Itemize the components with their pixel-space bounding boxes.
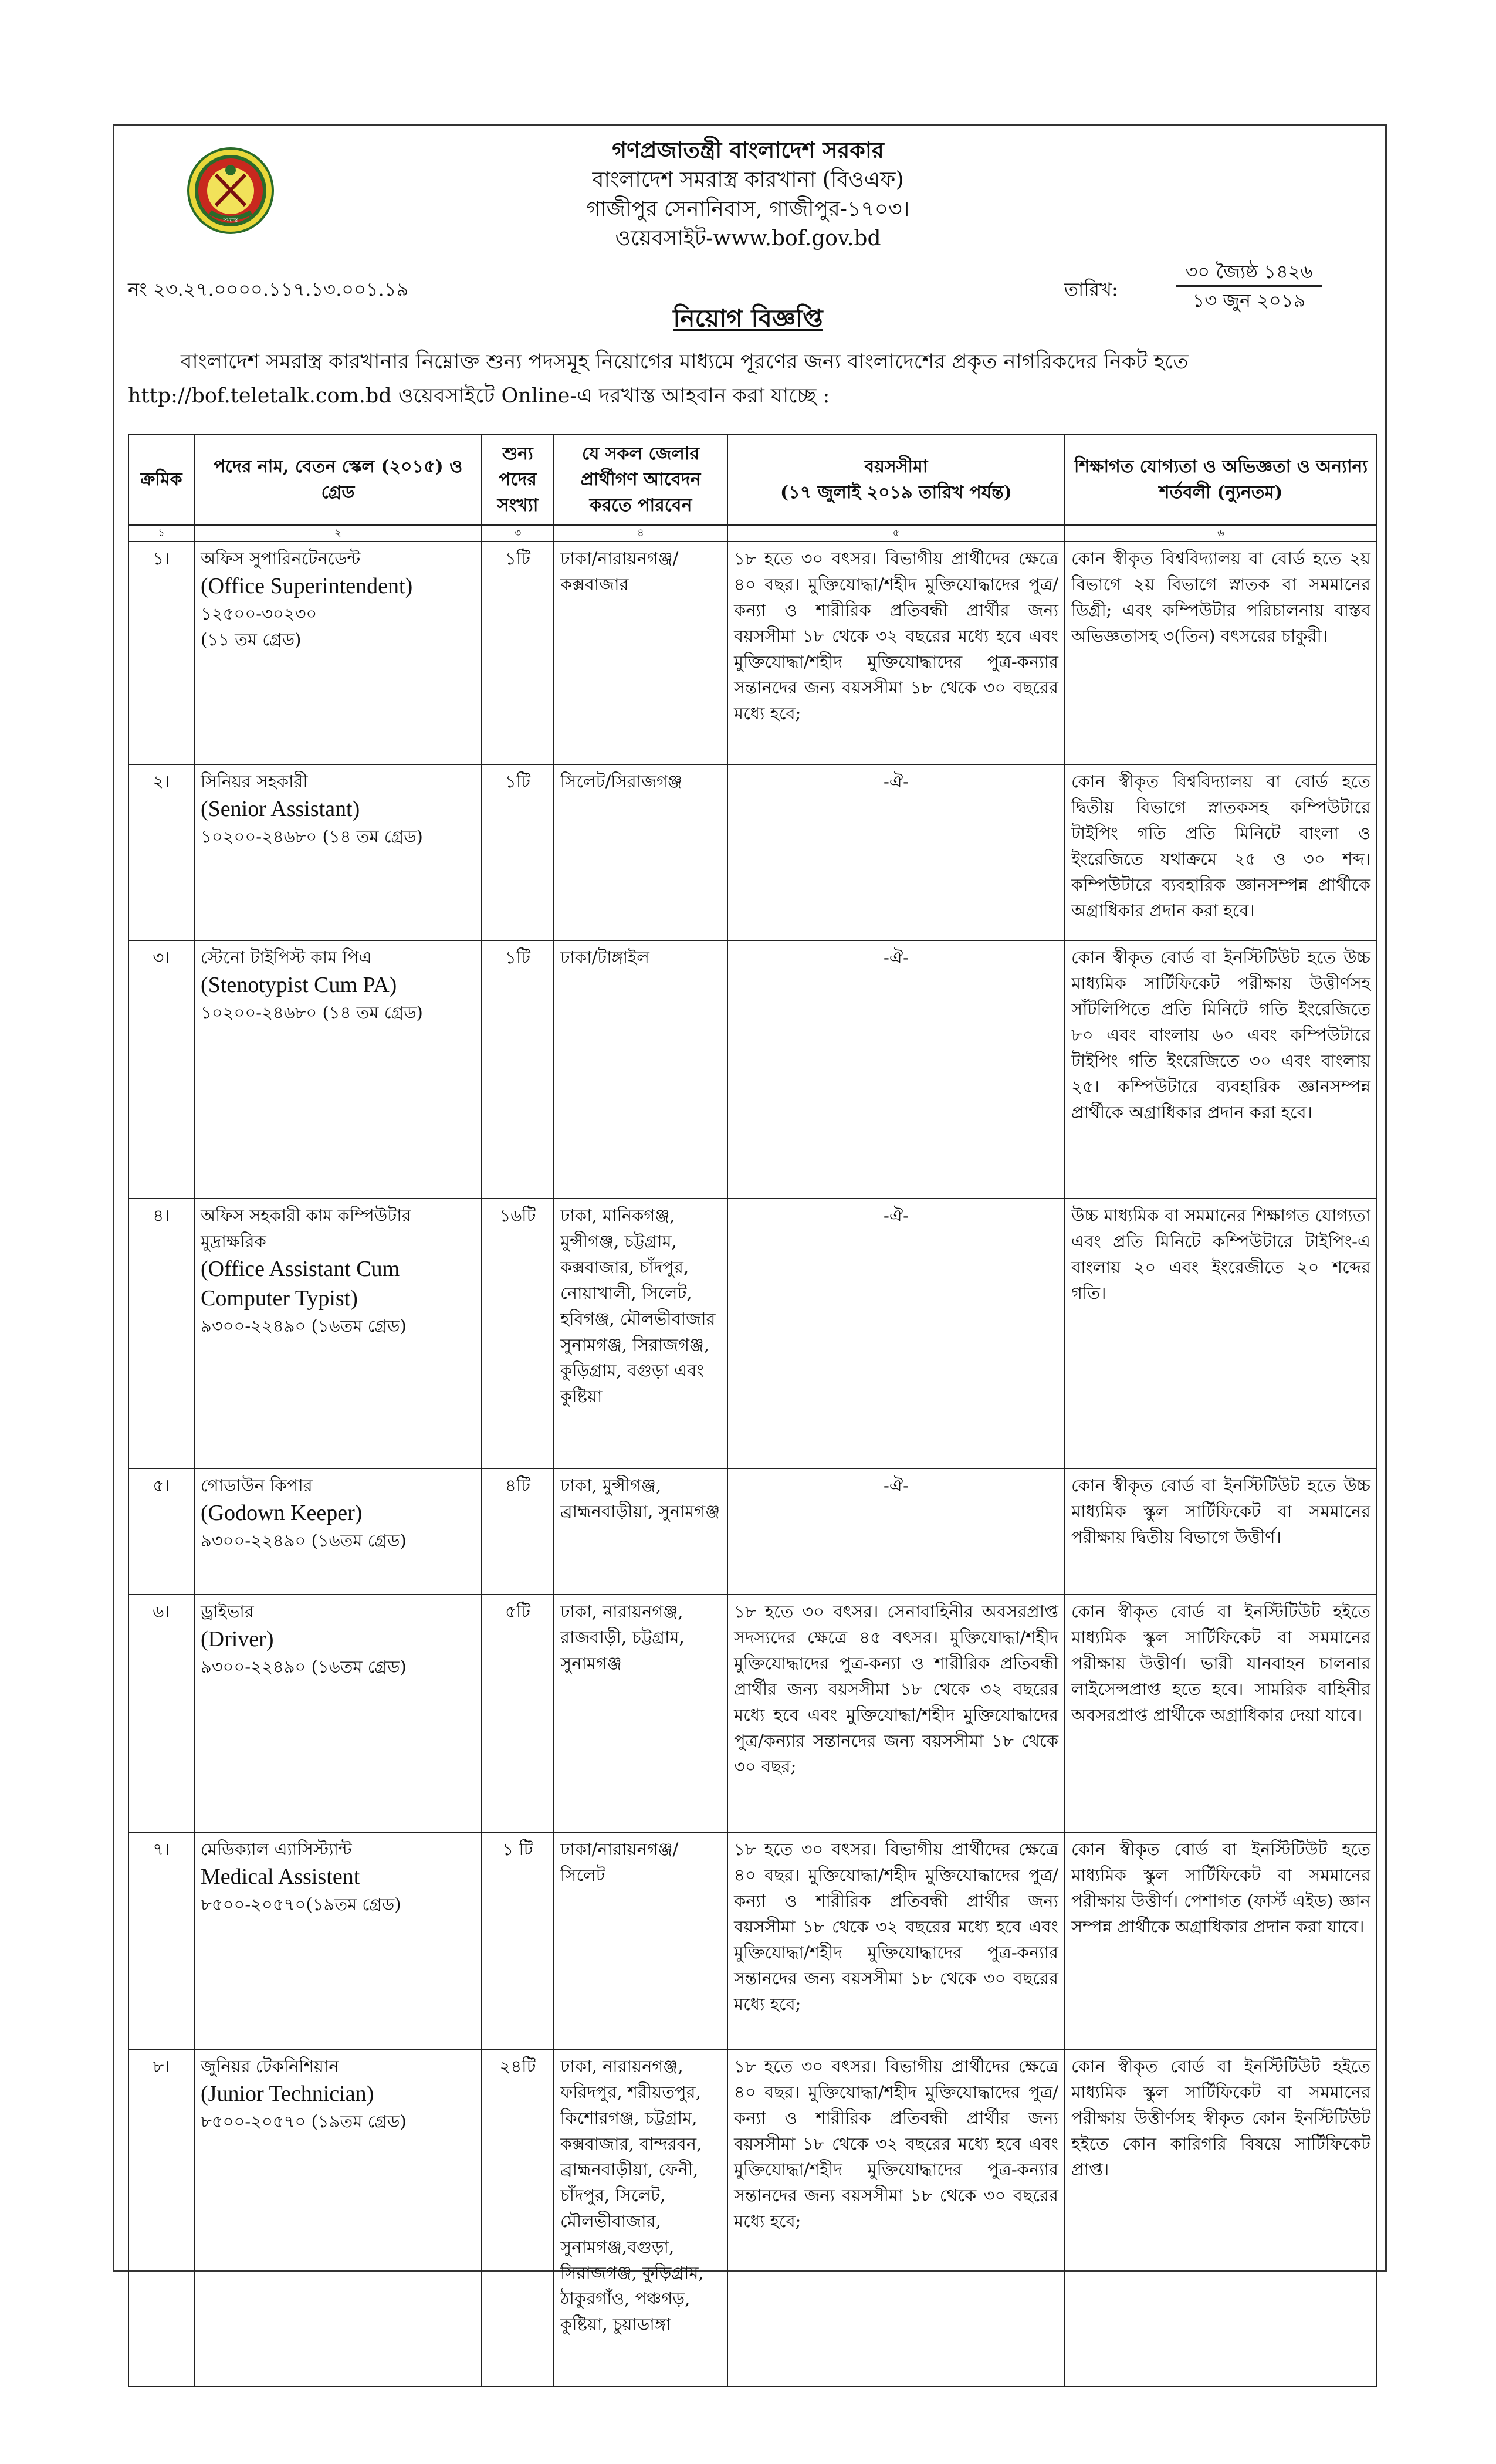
- pay-grade: (১১ তম গ্রেড): [201, 629, 302, 649]
- age-limit-text: -ঐ-: [884, 1206, 909, 1226]
- qualification: কোন স্বীকৃত বিশ্ববিদ্যালয় বা বোর্ড হতে দ্বিতীয় বিভাগে স্নাতকসহ কম্পিউটারে টাইপিং গতি প্রতি মিনিটে বাংলা ও ইংরেজিতে যথাক্রমে ২৫ ও ৩০ শব্দ। কম্পিউটারে ব্যবহারিক জ্ঞানসম্পন্ন প্রার্থীকে অগ্রাধিকার প্রদান করা হবে।: [1065, 764, 1377, 940]
- row-serial: ৫।: [128, 1468, 194, 1595]
- age-limit-text: ১৮ হতে ৩০ বৎসর। সেনাবাহিনীর অবসরপ্রাপ্ত সদস্যদের ক্ষেত্রে ৪৫ বৎসর। মুক্তিযোদ্ধা/শহীদ মুক্তিযোদ্ধাদের পুত্র-কন্যা ও শারীরিক প্রতিবন্ধী প্রার্থীর জন্য বয়সসীমা ১৮ থেকে ৩২ বছরের মধ্যে হবে এবং মুক্তিযোদ্ধা/শহীদ মুক্তিযোদ্ধাদের পুত্র/কন্যার সন্তানদের জন্য বয়সসীমা ১৮ থেকে ৩০ বছর;: [734, 1602, 1058, 1776]
- eligible-districts: ঢাকা, মুন্সীগঞ্জ, ব্রাহ্মনবাড়ীয়া, সুনামগঞ্জ: [554, 1468, 727, 1595]
- post-name-bangla: স্টেনো টাইপিস্ট কাম পিএ: [201, 947, 372, 967]
- post-name-bangla: অফিস সুপারিনটেনডেন্ট: [201, 549, 361, 568]
- age-limit-text: ১৮ হতে ৩০ বৎসর। বিভাগীয় প্রার্থীদের ক্ষেত্রে ৪০ বছর। মুক্তিযোদ্ধা/শহীদ মুক্তিযোদ্ধাদের পুত্র/কন্যা ও শারীরিক প্রতিবন্ধী প্রার্থীর জন্য বয়সসীমা ১৮ থেকে ৩২ বছরের মধ্যে হবে এবং মুক্তিযোদ্ধা/শহীদ মুক্তিযোদ্ধাদের পুত্র-কন্যার সন্তানদের জন্য বয়সসীমা ১৮ থেকে ৩০ বছরের মধ্যে হবে;: [734, 2056, 1058, 2231]
- age-limit-text: ১৮ হতে ৩০ বৎসর। বিভাগীয় প্রার্থীদের ক্ষেত্রে ৪০ বছর। মুক্তিযোদ্ধা/শহীদ মুক্তিযোদ্ধাদের পুত্র/কন্যা ও শারীরিক প্রতিবন্ধী প্রার্থীর জন্য বয়সসীমা ১৮ থেকে ৩২ বছরের মধ্যে হবে এবং মুক্তিযোদ্ধা/শহীদ মুক্তিযোদ্ধাদের পুত্র-কন্যার সন্তানদের জন্য বয়সসীমা ১৮ থেকে ৩০ বছরের মধ্যে হবে;: [734, 549, 1058, 723]
- bof-emblem-icon: [187, 147, 275, 235]
- post-name-english: (Office Assistant Cum Computer Typist): [201, 1257, 400, 1311]
- row-post: [194, 1468, 482, 1595]
- column-number: ১: [128, 525, 194, 541]
- post-name-english: (Office Superintendent): [201, 574, 413, 598]
- emblem-text: সমরাস্ত্র: [223, 218, 238, 224]
- row-post: [194, 541, 482, 764]
- post-name-english: (Godown Keeper): [201, 1501, 363, 1525]
- qualification: উচ্চ মাধ্যমিক বা সমমানের শিক্ষাগত যোগ্যতা এবং প্রতি মিনিটে কম্পিউটারে টাইপিং-এ বাংলায় ২০ এবং ইংরেজীতে ২০ শব্দের গতি।: [1065, 1199, 1377, 1468]
- post-name-bangla: জুনিয়র টেকনিশিয়ান: [201, 2056, 339, 2076]
- table-row: [128, 1468, 1377, 1595]
- table-header-row: [128, 435, 1377, 525]
- table-row: [128, 1199, 1377, 1468]
- row-serial: ৪।: [128, 1199, 194, 1468]
- column-number: ৫: [727, 525, 1065, 541]
- eligible-districts: সিলেট/সিরাজগঞ্জ: [554, 764, 727, 940]
- post-name-bangla: অফিস সহকারী কাম কম্পিউটার মুদ্রাক্ষরিক: [201, 1206, 411, 1251]
- header-post: পদের নাম, বেতন স্কেল (২০১৫) ও গ্রেড: [194, 435, 482, 525]
- date-label: তারিখ:: [1064, 278, 1118, 300]
- post-name-bangla: সিনিয়র সহকারী: [201, 771, 308, 791]
- age-limit-text: -ঐ-: [884, 771, 909, 791]
- qualification: কোন স্বীকৃত বোর্ড বা ইনস্টিটিউট হতে উচ্চ মাধ্যমিক স্কুল সার্টিফিকেট বা সমমানের পরীক্ষায় দ্বিতীয় বিভাগে উত্তীর্ণ।: [1065, 1468, 1377, 1595]
- organization-name: বাংলাদেশ সমরাস্ত্র কারখানা (বিওএফ): [592, 168, 904, 192]
- header-age-title: বয়সসীমা: [864, 456, 928, 477]
- row-serial: ৩।: [128, 940, 194, 1199]
- age-limit: [727, 2049, 1065, 2387]
- row-serial: ৬।: [128, 1595, 194, 1832]
- memo-number: নং ২৩.২৭.০০০০.১১৭.১৩.০০১.১৯: [128, 278, 409, 300]
- column-number: ৪: [554, 525, 727, 541]
- age-limit-text: ১৮ হতে ৩০ বৎসর। বিভাগীয় প্রার্থীদের ক্ষেত্রে ৪০ বছর। মুক্তিযোদ্ধা/শহীদ মুক্তিযোদ্ধাদের পুত্র/কন্যা ও শারীরিক প্রতিবন্ধী প্রার্থীর জন্য বয়সসীমা ১৮ থেকে ৩২ বছরের মধ্যে হবে এবং মুক্তিযোদ্ধা/শহীদ মুক্তিযোদ্ধাদের পুত্র-কন্যার সন্তানদের জন্য বয়সসীমা ১৮ থেকে ৩০ বছরের মধ্যে হবে;: [734, 1839, 1058, 2014]
- pay-scale: ৯৩০০-২২৪৯০ (১৬তম গ্রেড): [201, 1657, 407, 1677]
- eligible-districts: ঢাকা/নারায়নগঞ্জ/ সিলেট: [554, 1832, 727, 2049]
- eligible-districts: ঢাকা, নারায়নগঞ্জ, রাজবাড়ী, চট্টগ্রাম, সুনামগঞ্জ: [554, 1595, 727, 1832]
- pay-scale: ১২৫০০-৩০২৩০: [201, 604, 317, 624]
- pay-scale: ৮৫০০-২০৫৭০ (১৯তম গ্রেড): [201, 2111, 407, 2131]
- table-row: [128, 1595, 1377, 1832]
- pay-scale: ৯৩০০-২২৪৯০ (১৬তম গ্রেড): [201, 1316, 407, 1336]
- post-name-bangla: ড্রাইভার: [201, 1602, 254, 1622]
- vacancy-count: ৫টি: [482, 1595, 554, 1832]
- notice-title: নিয়োগ বিজ্ঞপ্তি: [673, 304, 823, 333]
- table-row: [128, 940, 1377, 1199]
- government-name: গণপ্রজাতন্ত্রী বাংলাদেশ সরকার: [612, 137, 884, 163]
- row-serial: ৭।: [128, 1832, 194, 2049]
- eligible-districts: ঢাকা/টাঙ্গাইল: [554, 940, 727, 1199]
- vacancy-count: ৪টি: [482, 1468, 554, 1595]
- row-post: [194, 940, 482, 1199]
- post-name-bangla: মেডিক্যাল এ্যাসিস্ট্যান্ট: [201, 1839, 352, 1859]
- intro-text: বাংলাদেশ সমরাস্ত্র কারখানার নিম্নোক্ত শুন্য পদসমূহ নিয়োগের মাধ্যমে পূরণের জন্য বাংলাদেশের প্রকৃত নাগরিকদের নিকট হতে http://bof.teletalk.com.bd ওয়েবসাইটে Online-এ দরখাস্ত আহবান করা যাচ্ছে :: [128, 350, 1189, 408]
- header-qualification: শিক্ষাগত যোগ্যতা ও অভিজ্ঞতা ও অন্যান্য শর্তবলী (ন্যুনতম): [1065, 435, 1377, 525]
- eligible-districts: ঢাকা/নারায়নগঞ্জ/ কক্সবাজার: [554, 541, 727, 764]
- organization-address: গাজীপুর সেনানিবাস, গাজীপুর-১৭০৩।: [586, 197, 910, 221]
- post-name-english: (Stenotypist Cum PA): [201, 973, 397, 997]
- post-name-english: (Driver): [201, 1627, 274, 1651]
- table-row: [128, 764, 1377, 940]
- post-name-english: (Junior Technician): [201, 2081, 374, 2106]
- pay-scale: ৯৩০০-২২৪৯০ (১৬তম গ্রেড): [201, 1531, 407, 1551]
- age-limit: [727, 764, 1065, 940]
- table-row: [128, 2049, 1377, 2387]
- column-number-row: [128, 525, 1377, 541]
- row-post: [194, 1199, 482, 1468]
- column-number: ৩: [482, 525, 554, 541]
- qualification: কোন স্বীকৃত বিশ্ববিদ্যালয় বা বোর্ড হতে ২য় বিভাগে ২য় বিভাগে স্নাতক বা সমমানের ডিগ্রী; এবং কম্পিউটার পরিচালনায় বাস্তব অভিজ্ঞতাসহ ৩(তিন) বৎসরের চাকুরী।: [1065, 541, 1377, 764]
- vacancy-count: ১ টি: [482, 1832, 554, 2049]
- column-number: ৬: [1065, 525, 1377, 541]
- table-body: [128, 541, 1377, 2387]
- pay-scale: ১০২০০-২৪৬৮০ (১৪ তম গ্রেড): [201, 827, 423, 847]
- row-post: [194, 1595, 482, 1832]
- qualification: কোন স্বীকৃত বোর্ড বা ইনস্টিটিউট হইতে মাধ্যমিক স্কুল সার্টিফিকেট বা সমমানের পরীক্ষায় উত্তীর্ণসহ স্বীকৃত কোন ইনস্টিটিউট হইতে কোন কারিগরি বিষয়ে সার্টিফিকেট প্রাপ্ত।: [1065, 2049, 1377, 2387]
- header-districts: যে সকল জেলার প্রার্থীগণ আবেদন করতে পারবেন: [554, 435, 727, 525]
- table-row: [128, 541, 1377, 764]
- vacancy-table: [128, 434, 1377, 2387]
- age-limit-text: -ঐ-: [884, 1475, 909, 1495]
- notice-title-wrap: [0, 299, 1496, 341]
- table-row: [128, 1832, 1377, 2049]
- age-limit: [727, 940, 1065, 1199]
- row-serial: ১।: [128, 541, 194, 764]
- age-limit: [727, 1832, 1065, 2049]
- age-limit-text: -ঐ-: [884, 947, 909, 967]
- age-limit: [727, 1199, 1065, 1468]
- header-age-subtitle: (১৭ জুলাই ২০১৯ তারিখ পর্যন্ত): [780, 482, 1012, 503]
- row-post: [194, 764, 482, 940]
- date-bangla: ৩০ জ্যৈষ্ঠ ১৪২৬: [1176, 258, 1322, 287]
- header-serial: ক্রমিক: [128, 435, 194, 525]
- eligible-districts: ঢাকা, নারায়নগঞ্জ, ফরিদপুর, শরীয়তপুর, কিশোরগঞ্জ, চট্টগ্রাম, কক্সবাজার, বান্দরবন, ব্রাহ্মনবাড়ীয়া, ফেনী, চাঁদপুর, সিলেট, মৌলভীবাজার, সুনামগঞ্জ,বগুড়া, সিরাজগঞ্জ, কুড়িগ্রাম, ঠাকুরগাঁও, পঞ্চগড়, কুষ্টিয়া, চুয়াডাঙ্গা: [554, 2049, 727, 2387]
- vacancy-count: ১টি: [482, 940, 554, 1199]
- row-serial: ৮।: [128, 2049, 194, 2387]
- eligible-districts: ঢাকা, মানিকগঞ্জ, মুন্সীগঞ্জ, চট্টগ্রাম, কক্সবাজার, চাঁদপুর, নোয়াখালী, সিলেট, হবিগঞ্জ, মৌলভীবাজার সুনামগঞ্জ, সিরাজগঞ্জ, কুড়িগ্রাম, বগুড়া এবং কুষ্টিয়া: [554, 1199, 727, 1468]
- qualification: কোন স্বীকৃত বোর্ড বা ইনস্টিটিউট হতে মাধ্যমিক স্কুল সার্টিফিকেট বা সমমানের পরীক্ষায় উত্তীর্ণ। পেশাগত (ফার্স্ট এইড) জ্ঞান সম্পন্ন প্রার্থীকে অগ্রাধিকার প্রদান করা যাবে।: [1065, 1832, 1377, 2049]
- vacancy-count: ১টি: [482, 764, 554, 940]
- qualification: কোন স্বীকৃত বোর্ড বা ইনস্টিটিউট হইতে মাধ্যমিক স্কুল সার্টিফিকেট বা সমমানের পরীক্ষায় উত্তীর্ণ। ভারী যানবাহন চালনার লাইসেন্সপ্রাপ্ত হতে হবে। সামরিক বাহিনীর অবসরপ্রাপ্ত প্রার্থীকে অগ্রাধিকার দেয়া যাবে।: [1065, 1595, 1377, 1832]
- letterhead: [411, 135, 1085, 253]
- age-limit: [727, 541, 1065, 764]
- vacancy-count: ২৪টি: [482, 2049, 554, 2387]
- row-post: [194, 1832, 482, 2049]
- organization-website: ওয়েবসাইট-www.bof.gov.bd: [615, 226, 881, 251]
- qualification: কোন স্বীকৃত বোর্ড বা ইনস্টিটিউট হতে উচ্চ মাধ্যমিক সার্টিফিকেট পরীক্ষায় উত্তীর্ণসহ সাঁটলিপিতে প্রতি মিনিটে গতি ইংরেজিতে ৮০ এবং বাংলায় ৬০ এবং কম্পিউটারে টাইপিং গতি ইংরেজিতে ৩০ এবং বাংলায় ২৫। কম্পিউটারে ব্যবহারিক জ্ঞানসম্পন্ন প্রার্থীকে অগ্রাধিকার প্রদান করা হবে।: [1065, 940, 1377, 1199]
- row-serial: ২।: [128, 764, 194, 940]
- header-age: [727, 435, 1065, 525]
- date-gregorian: ১৩ জুন ২০১৯: [1192, 289, 1306, 312]
- age-limit: [727, 1468, 1065, 1595]
- pay-scale: ৮৫০০-২০৫৭০(১৯তম গ্রেড): [201, 1894, 401, 1914]
- intro-paragraph: [128, 345, 1383, 413]
- post-name-english: (Senior Assistant): [201, 797, 360, 821]
- row-post: [194, 2049, 482, 2387]
- vacancy-count: ১টি: [482, 541, 554, 764]
- vacancy-count: ১৬টি: [482, 1199, 554, 1468]
- post-name-bangla: গোডাউন কিপার: [201, 1475, 313, 1495]
- post-name-english: Medical Assistent: [201, 1864, 360, 1889]
- column-number: ২: [194, 525, 482, 541]
- pay-scale: ১০২০০-২৪৬৮০ (১৪ তম গ্রেড): [201, 1003, 423, 1023]
- age-limit: [727, 1595, 1065, 1832]
- header-count: শুন্য পদের সংখ্যা: [482, 435, 554, 525]
